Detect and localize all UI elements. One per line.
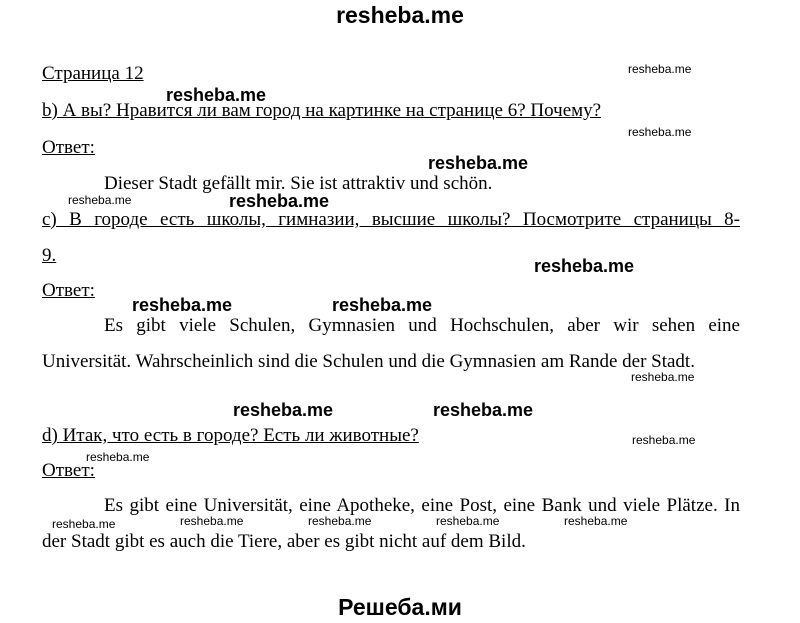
- question-c-line2: 9.: [42, 245, 57, 266]
- watermark: resheba.me: [180, 514, 244, 528]
- watermark: resheba.me: [428, 153, 529, 173]
- answer-label-c: Ответ:: [42, 280, 95, 301]
- site-footer-logo: Решеба.ми: [338, 594, 462, 620]
- watermark: resheba.me: [308, 514, 372, 528]
- question-c-line1: c) В городе есть школы, гимназии, высшие школы? Посмотрите страницы 8-: [42, 209, 740, 230]
- answer-label-d: Ответ:: [42, 460, 95, 481]
- watermark: resheba.me: [628, 125, 692, 139]
- watermark: resheba.me: [166, 85, 267, 105]
- watermark: resheba.me: [332, 295, 433, 315]
- watermark: resheba.me: [233, 400, 334, 420]
- watermark: resheba.me: [436, 514, 500, 528]
- watermark: resheba.me: [628, 62, 692, 76]
- watermark: resheba.me: [564, 514, 628, 528]
- watermark: resheba.me: [632, 433, 696, 447]
- page-number: Страница 12: [42, 63, 144, 84]
- answer-d: Es gibt eine Universität, eine Apotheke, eine Post, eine Bank und viele Plätze. In der Stadt gibt es auch die Tiere, aber es gibt nicht auf dem Bild.: [42, 495, 740, 552]
- watermark: resheba.me: [229, 191, 330, 211]
- watermark: resheba.me: [68, 193, 132, 207]
- question-d: d) Итак, что есть в городе? Есть ли животные?: [42, 425, 419, 446]
- site-header-logo: resheba.me: [336, 2, 464, 28]
- answer-b: Dieser Stadt gefällt mir. Sie ist attraktiv und schön.: [104, 173, 493, 194]
- watermark: resheba.me: [534, 256, 635, 276]
- watermark: resheba.me: [52, 517, 116, 531]
- watermark: resheba.me: [433, 400, 534, 420]
- watermark: resheba.me: [631, 370, 695, 384]
- watermark: resheba.me: [86, 450, 150, 464]
- answer-c: Es gibt viele Schulen, Gymnasien und Hochschulen, aber wir sehen eine Universität. Wahrscheinlich sind die Schulen und die Gymnasien am Rande der Stadt.: [42, 315, 740, 372]
- watermark: resheba.me: [132, 295, 233, 315]
- answer-label-b: Ответ:: [42, 137, 95, 158]
- question-b: b) А вы? Нравится ли вам город на картинке на странице 6? Почему?: [42, 100, 602, 121]
